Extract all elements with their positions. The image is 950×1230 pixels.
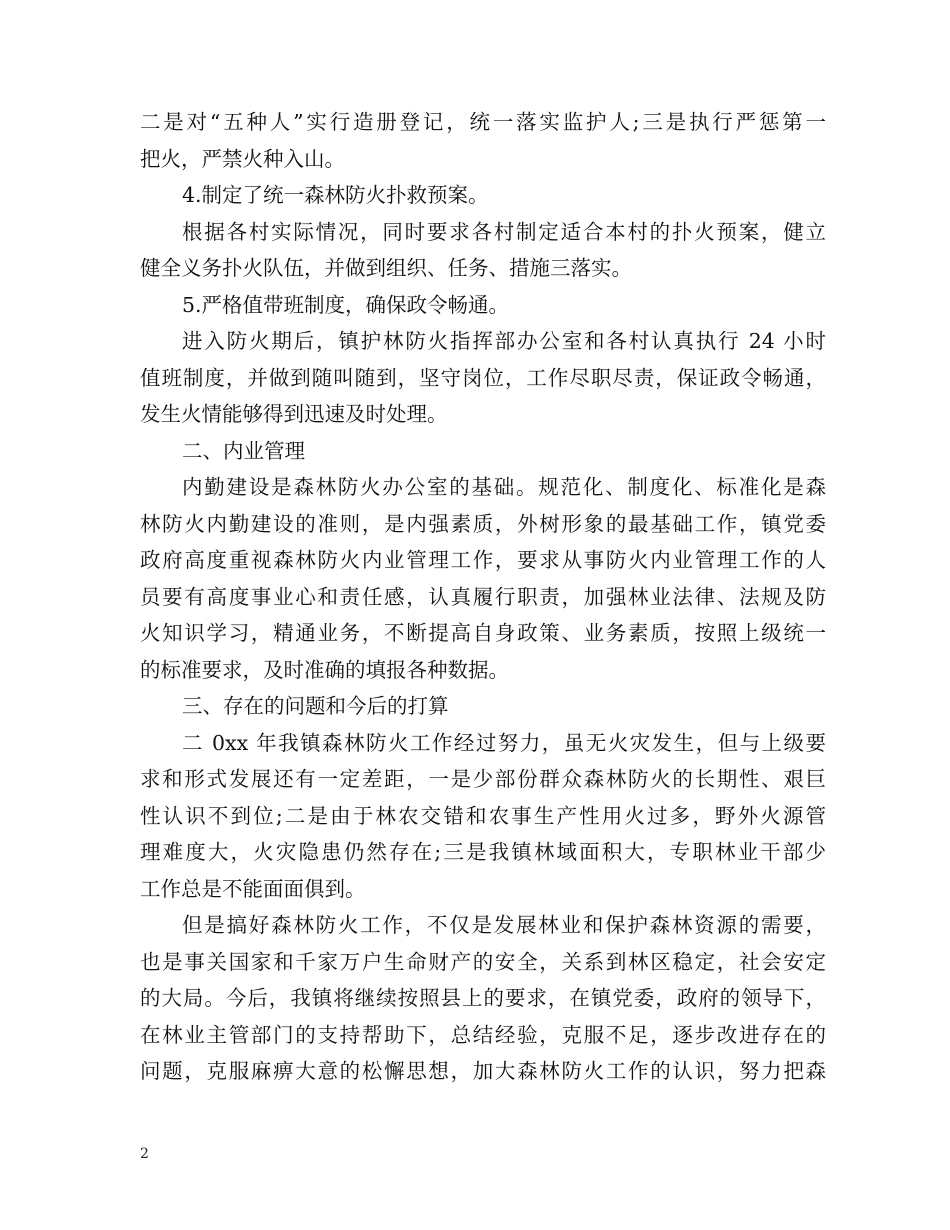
text-line: 的标准要求，及时准确的填报各种数据。 [140, 657, 509, 682]
text-line: 工作总是不能面面俱到。 [140, 876, 366, 901]
text-line: 值班制度，并做到随叫随到，坚守岗位，工作尽职尽责，保证政令畅通， [140, 365, 826, 390]
document-body [140, 104, 826, 1090]
text-line: 性认识不到位;二是由于林农交错和农事生产性用火过多，野外火源管 [140, 803, 826, 828]
text-line: 三、存在的问题和今后的打算 [182, 694, 449, 718]
text-line: 员要有高度事业心和责任感，认真履行职责，加强林业法律、法规及防 [140, 584, 826, 609]
text-line: 根据各村实际情况，同时要求各村制定适合本村的扑火预案，健立 [182, 219, 826, 244]
text-line: 二是对“五种人”实行造册登记，统一落实监护人;三是执行严惩第一 [140, 110, 826, 134]
text-line: 但是搞好森林防火工作，不仅是发展林业和保护森林资源的需要， [182, 913, 826, 937]
text-line: 进入防火期后，镇护林防火指挥部办公室和各村认真执行 24 小时 [182, 329, 826, 353]
text-line: 问题，克服麻痹大意的松懈思想，加大森林防火工作的认识，努力把森 [140, 1059, 826, 1083]
text-line: 在林业主管部门的支持帮助下，总结经验，克服不足，逐步改进存在的 [140, 1022, 826, 1047]
text-line: 健全义务扑火队伍，并做到组织、任务、措施三落实。 [140, 256, 632, 280]
text-line: 火知识学习，精通业务，不断提高自身政策、业务素质，按照上级统一 [140, 621, 826, 645]
text-line: 的大局。今后，我镇将继续按照县上的要求，在镇党委，政府的领导下， [140, 986, 826, 1010]
text-line: 政府高度重视森林防火内业管理工作，要求从事防火内业管理工作的人 [140, 548, 826, 572]
text-line: 发生火情能够得到迅速及时处理。 [140, 402, 448, 426]
text-line: 内勤建设是森林防火办公室的基础。规范化、制度化、标准化是森 [182, 475, 826, 499]
text-line: 理难度大，火灾隐患仍然存在;三是我镇林域面积大，专职林业干部少 [140, 840, 826, 864]
text-line: 4.制定了统一森林防火扑救预案。 [182, 183, 489, 207]
text-line: 求和形式发展还有一定差距，一是少部份群众森林防火的长期性、艰巨 [140, 767, 826, 791]
text-line: 二 0xx 年我镇森林防火工作经过努力，虽无火灾发生，但与上级要 [182, 730, 826, 755]
page-number: 2 [140, 1146, 149, 1162]
text-line: 二、内业管理 [182, 438, 305, 463]
text-line: 5.严格值带班制度，确保政令畅通。 [182, 292, 510, 317]
text-line: 林防火内勤建设的准则，是内强素质，外树形象的最基础工作，镇党委 [140, 511, 826, 536]
text-line: 也是事关国家和千家万户生命财产的安全，关系到林区稳定，社会安定 [140, 949, 826, 974]
text-line: 把火，严禁火种入山。 [140, 146, 345, 171]
